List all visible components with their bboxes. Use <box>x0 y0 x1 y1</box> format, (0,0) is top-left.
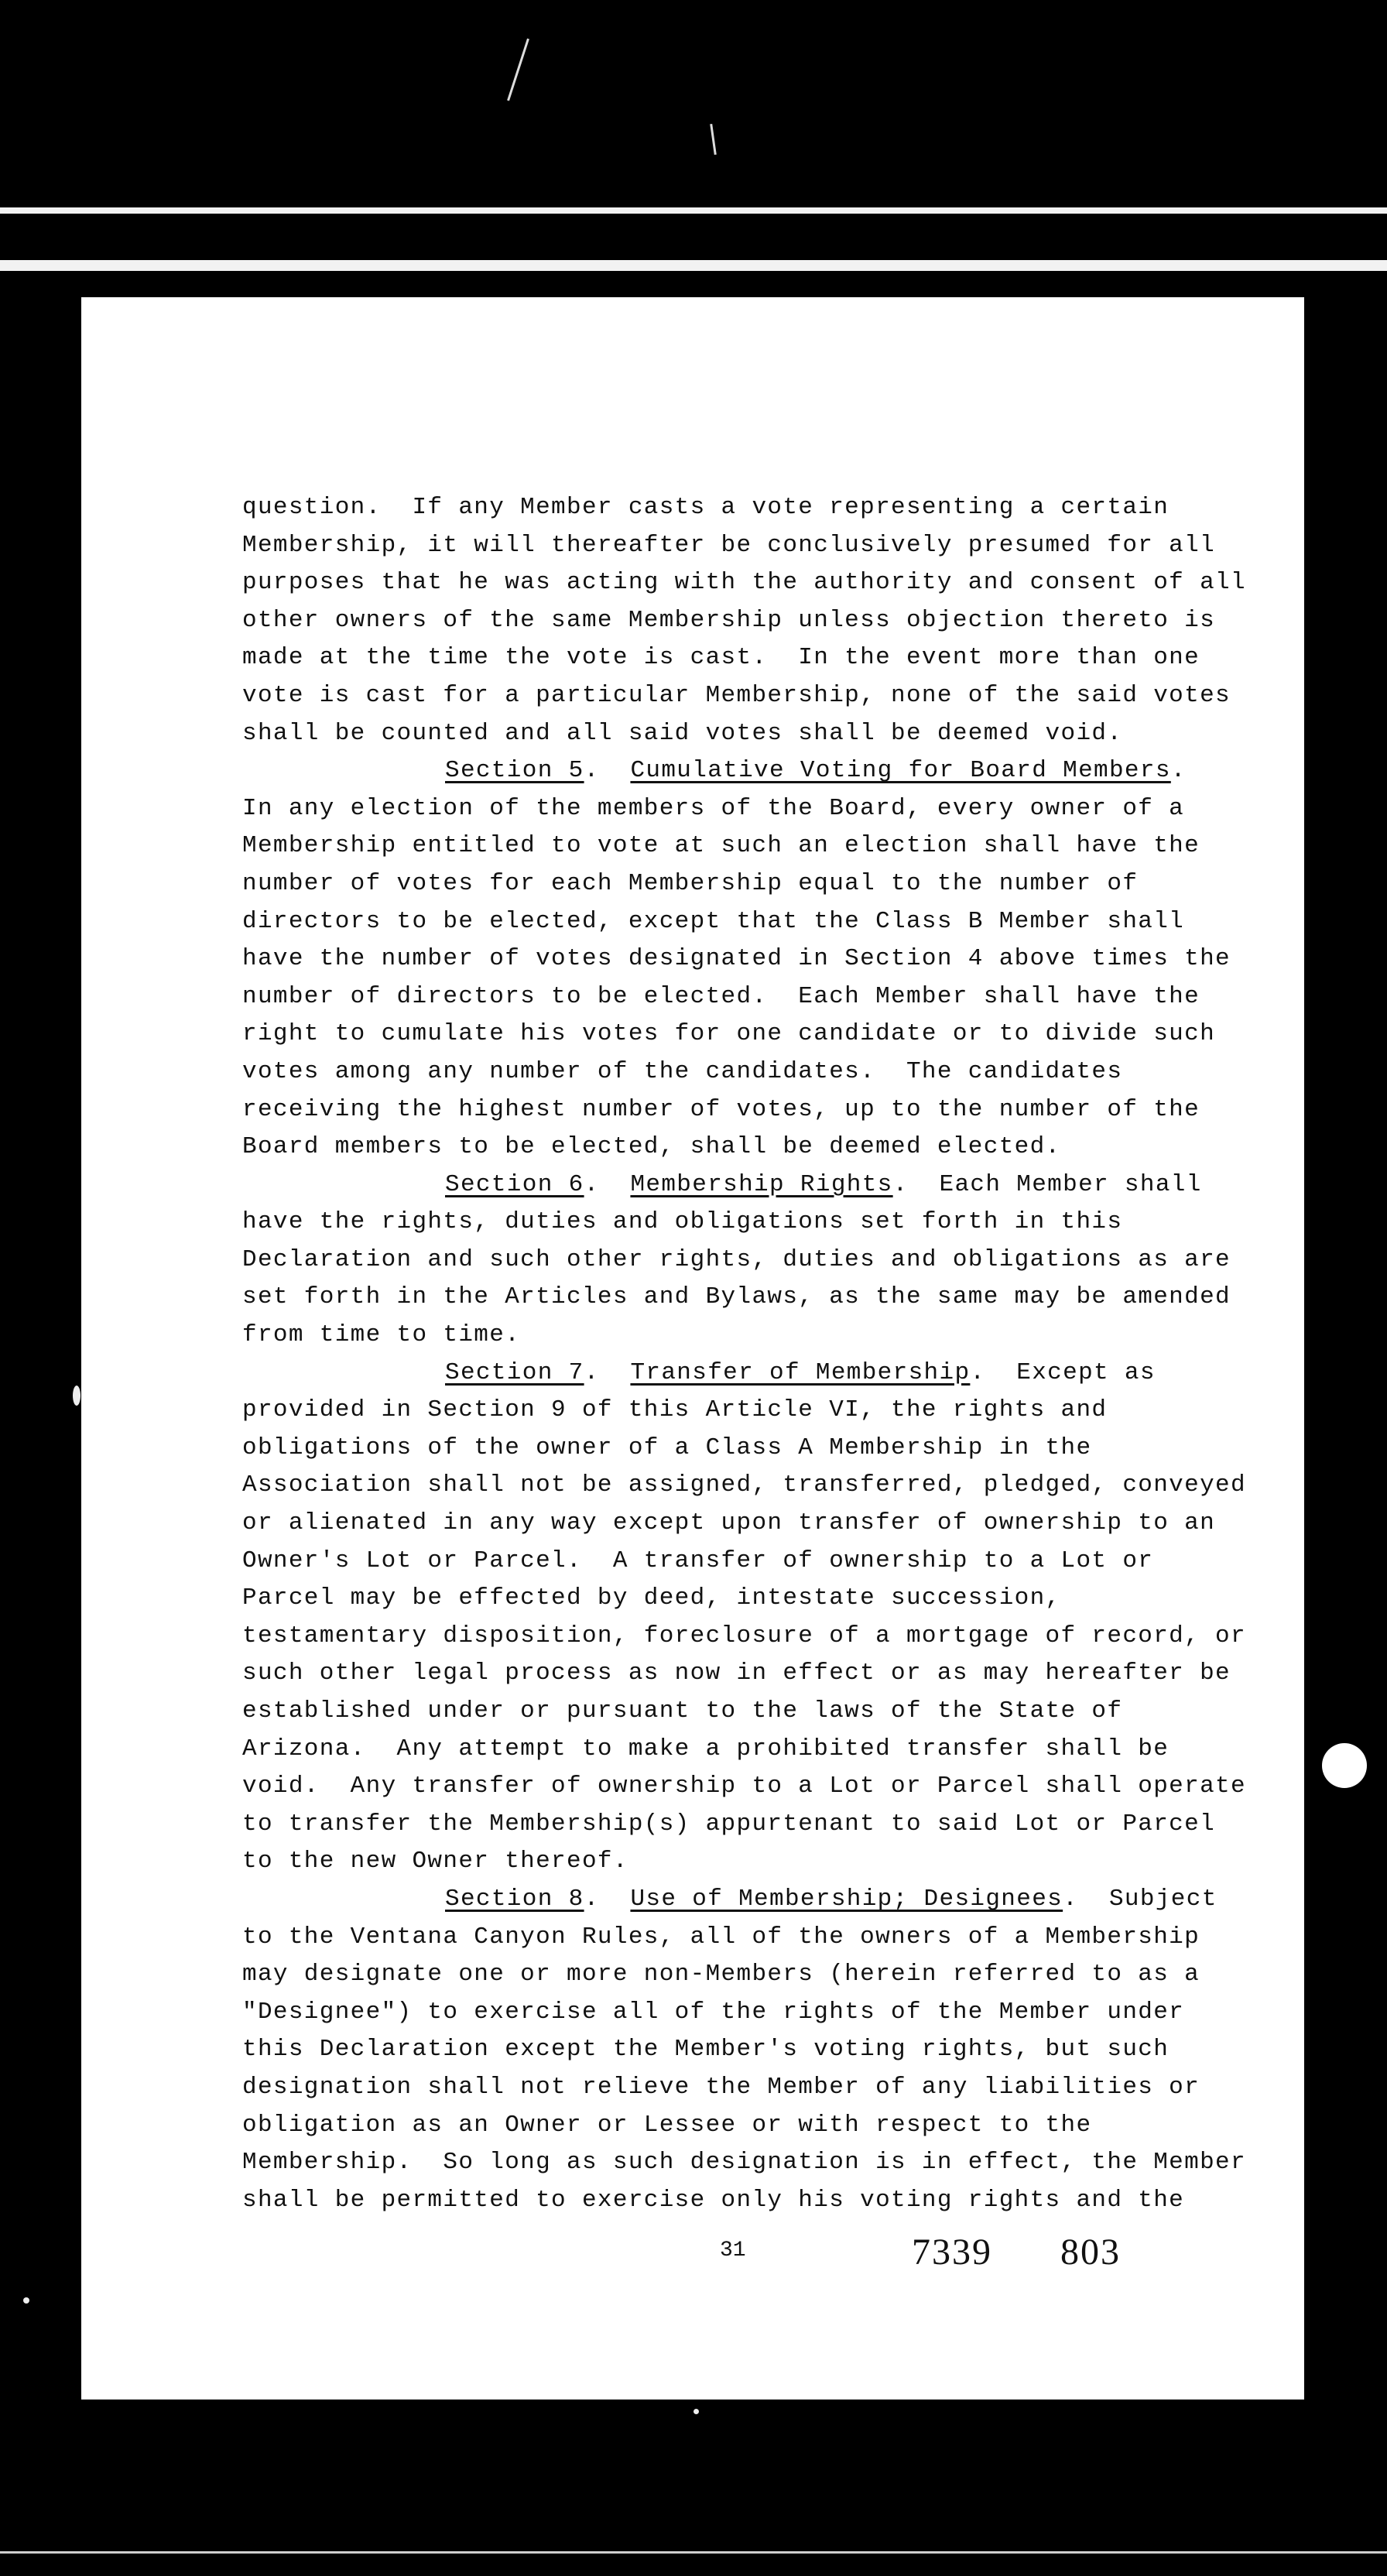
section-title: Transfer of Membership <box>630 1358 971 1386</box>
section-title: Membership Rights <box>630 1170 893 1198</box>
body-text-line: this Declaration except the Member's voting rights, but such <box>242 2036 1170 2064</box>
body-text-line: Membership entitled to vote at such an election shall have the <box>242 832 1200 860</box>
body-text-line: question. If any Member casts a vote representing a certain <box>242 494 1170 521</box>
body-text-line: set forth in the Articles and Bylaws, as the same may be amended <box>242 1283 1231 1311</box>
section-text: . Each Member shall <box>892 1170 1202 1198</box>
section-text: . <box>1170 757 1187 785</box>
section-heading-line: Section 8. Use of Membership; Designees. Subject <box>445 1885 1217 1913</box>
body-text-line: purposes that he was acting with the authority and consent of all <box>242 569 1246 597</box>
section-number: Section 7 <box>445 1358 584 1386</box>
body-text-line: directors to be elected, except that the Class B Member shall <box>242 907 1185 935</box>
section-number: Section 8 <box>445 1885 584 1913</box>
body-text-line: to transfer the Membership(s) appurtenant to said Lot or Parcel <box>242 1810 1216 1838</box>
body-text-line: Board members to be elected, shall be deemed elected. <box>242 1133 1061 1161</box>
body-text-line: such other legal process as now in effect or as may hereafter be <box>242 1660 1231 1687</box>
section-heading-line: Section 7. Transfer of Membership. Except as <box>445 1358 1156 1386</box>
body-text-line: from time to time. <box>242 1321 521 1349</box>
scan-speck <box>73 1386 80 1406</box>
body-text-line: obligations of the owner of a Class A Membership in the <box>242 1434 1092 1461</box>
body-text-line: have the rights, duties and obligations set forth in this <box>242 1208 1123 1236</box>
stray-pen-mark <box>507 39 529 101</box>
body-text-line: other owners of the same Membership unless objection thereto is <box>242 606 1216 634</box>
body-text-line: right to cumulate his votes for one candidate or to divide such <box>242 1020 1216 1048</box>
body-text-line: Membership, it will thereafter be conclusively presumed for all <box>242 531 1216 559</box>
body-text-line: have the number of votes designated in Section 4 above times the <box>242 945 1231 973</box>
body-text-line: number of directors to be elected. Each Member shall have the <box>242 982 1200 1010</box>
section-heading-line: Section 6. Membership Rights. Each Member shall <box>445 1170 1202 1198</box>
section-title: Use of Membership; Designees <box>630 1885 1063 1913</box>
body-text-line: shall be permitted to exercise only his voting rights and the <box>242 2186 1185 2214</box>
body-text-line: receiving the highest number of votes, up to the number of the <box>242 1095 1200 1123</box>
body-text-line: to the new Owner thereof. <box>242 1848 628 1875</box>
section-heading-line: Section 5. Cumulative Voting for Board Members. <box>445 757 1187 785</box>
body-text-line: Arizona. Any attempt to make a prohibited transfer shall be <box>242 1735 1170 1762</box>
body-text-line: made at the time the vote is cast. In the event more than one <box>242 644 1200 672</box>
body-text-line: void. Any transfer of ownership to a Lot or Parcel shall operate <box>242 1773 1246 1800</box>
document-body <box>242 489 1279 2219</box>
page-number: 31 <box>720 2239 746 2263</box>
body-text-line: designation shall not relieve the Member of any liabilities or <box>242 2073 1200 2101</box>
stray-pen-mark <box>710 124 717 155</box>
section-text: . Except as <box>970 1358 1156 1386</box>
scan-top-margin <box>0 0 1387 207</box>
body-text-line: number of votes for each Membership equal to the number of <box>242 869 1139 897</box>
body-text-line: votes among any number of the candidates. The candidates <box>242 1057 1123 1085</box>
body-text-line: Parcel may be effected by deed, intestate succession, <box>242 1584 1061 1612</box>
body-text-line: may designate one or more non-Members (herein referred to as a <box>242 1961 1200 1989</box>
body-text-line: In any election of the members of the Board, every owner of a <box>242 794 1185 822</box>
body-text-line: or alienated in any way except upon transfer of ownership to an <box>242 1509 1216 1537</box>
punch-hole <box>1322 1743 1367 1788</box>
section-number: Section 6 <box>445 1170 584 1198</box>
body-text-line: provided in Section 9 of this Article VI, the rights and <box>242 1396 1108 1424</box>
body-text-line: Association shall not be assigned, transferred, pledged, conveyed <box>242 1471 1246 1499</box>
body-text-line: obligation as an Owner or Lessee or with respect to the <box>242 2111 1092 2139</box>
body-text-line: Owner's Lot or Parcel. A transfer of ownership to a Lot or <box>242 1547 1154 1574</box>
body-text-line: vote is cast for a particular Membership, none of the said votes <box>242 681 1231 709</box>
body-text-line: "Designee") to exercise all of the rights of the Member under <box>242 1998 1185 2026</box>
recording-stamp-page: 803 <box>1060 2232 1121 2273</box>
body-text-line: testamentary disposition, foreclosure of a mortgage of record, or <box>242 1622 1246 1649</box>
body-text-line: shall be counted and all said votes shall be deemed void. <box>242 719 1123 747</box>
body-text-line: established under or pursuant to the laws of the State of <box>242 1697 1123 1725</box>
scan-bottom-edge <box>0 2551 1387 2554</box>
section-title: Cumulative Voting for Board Members <box>630 757 1171 785</box>
body-text-line: Declaration and such other rights, duties and obligations as are <box>242 1245 1231 1273</box>
recording-stamp-docket: 7339 <box>912 2232 992 2273</box>
body-text-line: to the Ventana Canyon Rules, all of the owners of a Membership <box>242 1923 1200 1951</box>
section-text: . Subject <box>1063 1885 1217 1913</box>
section-number: Section 5 <box>445 757 584 785</box>
body-text-line: Membership. So long as such designation is in effect, the Member <box>242 2149 1246 2177</box>
document-page <box>81 297 1304 2400</box>
scan-speck <box>694 2409 699 2414</box>
scan-edge <box>0 207 1387 271</box>
scan-speck <box>23 2297 29 2304</box>
